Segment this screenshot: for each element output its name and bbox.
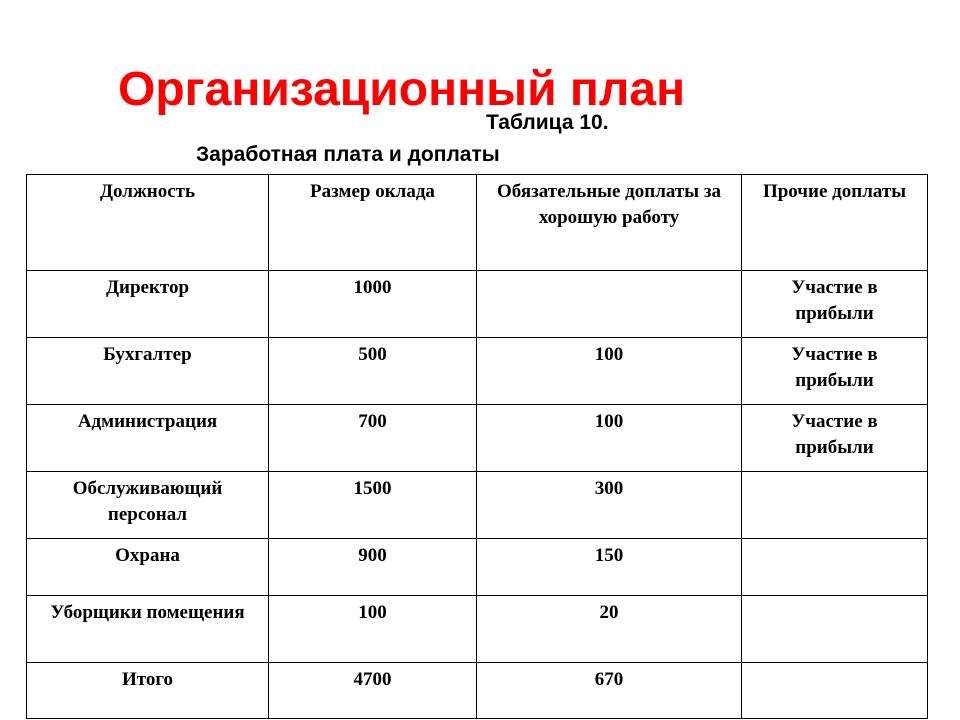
table-total-row xyxy=(27,663,928,719)
cell-mandatory-bonus: 670 xyxy=(477,663,742,719)
header-position: Должность xyxy=(27,175,269,271)
header-other-bonus: Прочие доплаты xyxy=(742,175,928,271)
table-row xyxy=(27,271,928,338)
table-row xyxy=(27,338,928,405)
table-number: Таблица 10. xyxy=(486,111,609,134)
cell-salary: 700 xyxy=(269,405,477,472)
header-salary: Размер оклада xyxy=(269,175,477,271)
cell-salary: 1000 xyxy=(269,271,477,338)
cell-salary: 500 xyxy=(269,338,477,405)
cell-other-bonus xyxy=(742,539,928,596)
cell-other-bonus xyxy=(742,596,928,663)
cell-position: Итого xyxy=(27,663,269,719)
cell-salary: 100 xyxy=(269,596,477,663)
table-row xyxy=(27,405,928,472)
cell-mandatory-bonus: 20 xyxy=(477,596,742,663)
slide-title: Организационный план xyxy=(118,63,686,116)
cell-mandatory-bonus: 150 xyxy=(477,539,742,596)
cell-position: Охрана xyxy=(27,539,269,596)
cell-mandatory-bonus xyxy=(477,271,742,338)
cell-mandatory-bonus: 300 xyxy=(477,472,742,539)
salary-table xyxy=(26,174,928,719)
cell-position: Администрация xyxy=(27,405,269,472)
table-header-row xyxy=(27,175,928,271)
cell-position: Обслуживающий персонал xyxy=(27,472,269,539)
table-row xyxy=(27,596,928,663)
table-row xyxy=(27,539,928,596)
cell-salary: 900 xyxy=(269,539,477,596)
cell-salary: 1500 xyxy=(269,472,477,539)
cell-salary: 4700 xyxy=(269,663,477,719)
cell-position: Уборщики помещения xyxy=(27,596,269,663)
cell-other-bonus xyxy=(742,472,928,539)
cell-mandatory-bonus: 100 xyxy=(477,338,742,405)
header-mandatory-bonus: Обязательные доплаты за хорошую работу xyxy=(477,175,742,271)
cell-other-bonus: Участие в прибыли xyxy=(742,405,928,472)
cell-position: Бухгалтер xyxy=(27,338,269,405)
cell-mandatory-bonus: 100 xyxy=(477,405,742,472)
cell-other-bonus xyxy=(742,663,928,719)
table-row xyxy=(27,472,928,539)
cell-position: Директор xyxy=(27,271,269,338)
cell-other-bonus: Участие в прибыли xyxy=(742,338,928,405)
table-caption: Заработная плата и доплаты xyxy=(196,143,500,166)
cell-other-bonus: Участие в прибыли xyxy=(742,271,928,338)
